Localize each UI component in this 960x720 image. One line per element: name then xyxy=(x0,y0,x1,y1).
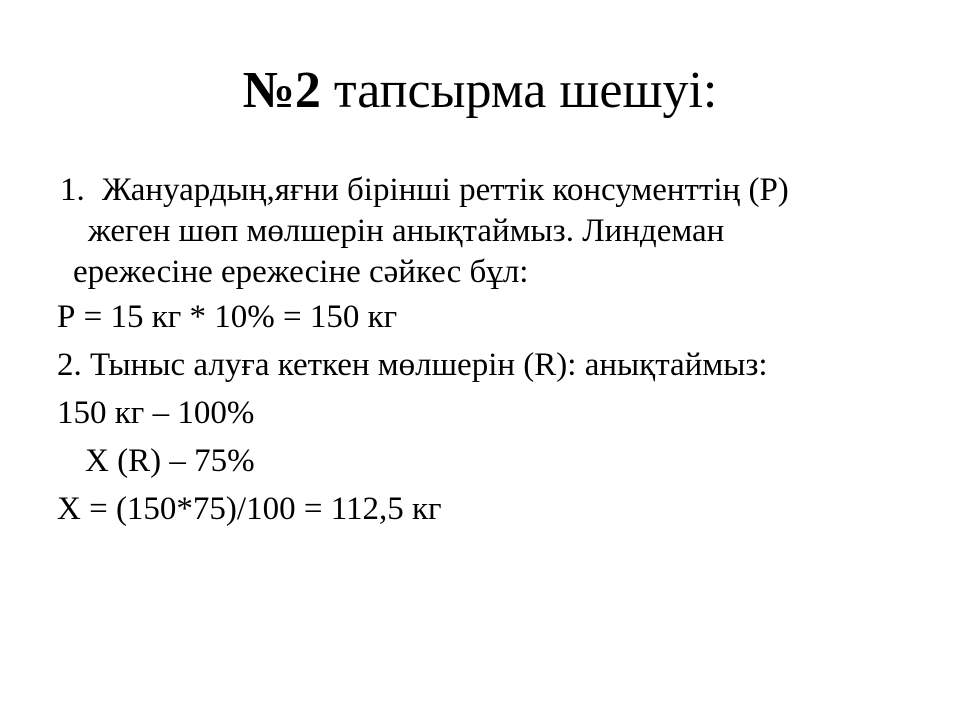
slide-title xyxy=(0,60,960,122)
list-item-line: жеген шөп мөлшерін анықтаймыз. Линдеман xyxy=(88,213,725,249)
proportion-line: 150 кг – 100% xyxy=(57,395,255,431)
list-item-line: Жануардың,яғни бірінші реттік консументтің (Р) xyxy=(102,172,789,208)
formula-line: Р = 15 кг * 10% = 150 кг xyxy=(57,299,398,335)
list-item-line: ережесіне ережесіне сәйкес бұл: xyxy=(73,254,529,290)
slide-title-text: тапсырма шешуі: xyxy=(320,62,718,119)
step-2-line: 2. Тыныс алуға кеткен мөлшерін (R): анықтаймыз: xyxy=(57,347,768,383)
slide-title-number: №2 xyxy=(242,62,321,119)
list-item-number: 1. xyxy=(60,172,85,208)
slide-body xyxy=(57,170,917,533)
result-line: Х = (150*75)/100 = 112,5 кг xyxy=(57,491,442,527)
numbered-list-item xyxy=(57,170,917,293)
proportion-line: Х (R) – 75% xyxy=(85,443,255,479)
